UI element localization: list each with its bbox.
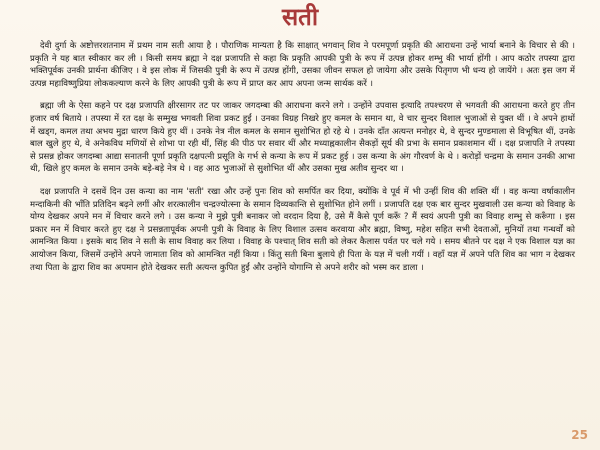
body-text xyxy=(30,40,575,284)
page-title: सती xyxy=(281,2,319,31)
paragraph: ब्रह्मा जी के ऐसा कहने पर दक्ष प्रजापति क्षीरसागर तट पर जाकर जगदम्बा की आराधना करने लगे । उन्होंने उपवास इत्यादि तपश्चरण से भगवती की आराधना करते हुए तीन हजार वर्ष बिताये । तपस्या में रत दक्ष के सम्मुख भगवती शिवा प्रकट हुईं । उनका विग्रह निखरे हुए कमल के समान था, वे चार सुन्दर विशाल भुजाओं से युक्त थीं । वे अपने हाथों में खड्ग, कमल तथा अभय मुद्रा धारण किये हुए थीं । उनके नेत्र नील कमल के समान सुशोभित हो रहे थे । उनके दाँत अत्यन्त मनोहर थे, वे सुन्दर मुण्डमाला से विभूषित थीं, उनके बाल खुले हुए थे, वे अनेकविध मणियों से शोभा पा रही थीं, सिंह की पीठ पर सवार थीं और मध्याह्नकालीन सैकड़ों सूर्य की प्रभा के समान प्रकाशमान थीं । दक्ष प्रजापति ने तपस्या से प्रसन्न होकर जगदम्बा आद्या सनातनी पूर्णा प्रकृति दक्षपत्नी प्रसूति के गर्भ से कन्या के रूप में प्रकट हुई । उस कन्या के अंग गौरवर्ण के थे । करोड़ों चन्द्रमा के समान उनकी आभा थी, खिले हुए कमल के समान उनके बड़े-बड़े नेत्र थे । वह आठ भुजाओं से सुशोभित थीं और उसका मुख अतीव सुन्दर था । xyxy=(30,101,575,175)
page-number: 25 xyxy=(571,428,588,442)
paragraph: दक्ष प्रजापति ने दसवें दिन उस कन्या का नाम 'सती' रखा और उन्हें पुनः शिव को समर्पित कर दिया, क्योंकि वे पूर्व में भी उन्हीं शिव की शक्ति थीं । वह कन्या वर्षाकालीन मन्दाकिनी की भाँति प्रतिदिन बढ़ने लगीं और शरत्कालीन चन्द्रज्योत्स्ना के समान दिव्यकान्ति से सुशोभित होने लगीं । प्रजापति दक्ष एक बार सुन्दर मुखवाली उस कन्या को विवाह के योग्य देखकर अपने मन में विचार करने लगे । उस कन्या ने मुझे पुत्री बनाकर जो वरदान दिया है, उसे मैं कैसे पूर्ण करूँ ? मैं स्वयं अपनी पुत्री का विवाह शम्भु से करूँगा । इस प्रकार मन में विचार करते हुए दक्ष ने प्रसन्नतापूर्वक अपनी पुत्री के विवाह के लिए विशाल उत्सव करवाया और ब्रह्मा, विष्णु, महेश सहित सभी देवताओं, मुनियों तथा गन्धर्वों को आमन्त्रित किया । इसके बाद शिव ने सती के साथ विवाह कर लिया । विवाह के पश्चात् शिव सती को लेकर कैलास पर्वत पर चले गये । समय बीतने पर दक्ष ने एक विशाल यज्ञ का आयोजन किया, जिसमें उन्होंने अपने जामाता शिव को आमन्त्रित नहीं किया । किंतु सती बिना बुलाये ही पिता के यज्ञ में चली गयीं । वहाँ यज्ञ में अपने पति शिव का भाग न देखकर तथा पिता के द्वारा शिव का अपमान होते देखकर सती अत्यन्त कुपित हुईं और उन्होंने योगाग्नि से अपने शरीर को भस्म कर डाला । xyxy=(30,186,575,273)
paragraph: देवी दुर्गा के अष्टोत्तरशतनाम में प्रथम नाम सती आया है । पौराणिक मान्यता है कि साक्षात् भगवान् शिव ने परमपूर्णा प्रकृति की आराधना उन्हें भार्या बनाने के विचार से की । प्रकृति ने यह बात स्वीकार कर ली । किसी समय ब्रह्मा ने दक्ष प्रजापति से कहा कि प्रकृति आपकी पुत्री के रूप में उत्पन्न होकर शम्भु की भार्या होंगी । आप कठोर तपस्या द्वारा भक्तिपूर्वक उनकी प्रार्थना कीजिए । वे इस लोक में जिसकी पुत्री के रूप में उत्पन्न होंगी, उसका जीवन सफल हो जायेगा और उसके पितृगण भी धन्य हो जायेंगे । अतः इस जग में उत्पन्न महाविष्णुप्रिया लोककल्याण करने के लिए आपकी पुत्री के रूप में प्राप्त कर आप अपना जन्म सार्थक करें । xyxy=(30,41,575,89)
